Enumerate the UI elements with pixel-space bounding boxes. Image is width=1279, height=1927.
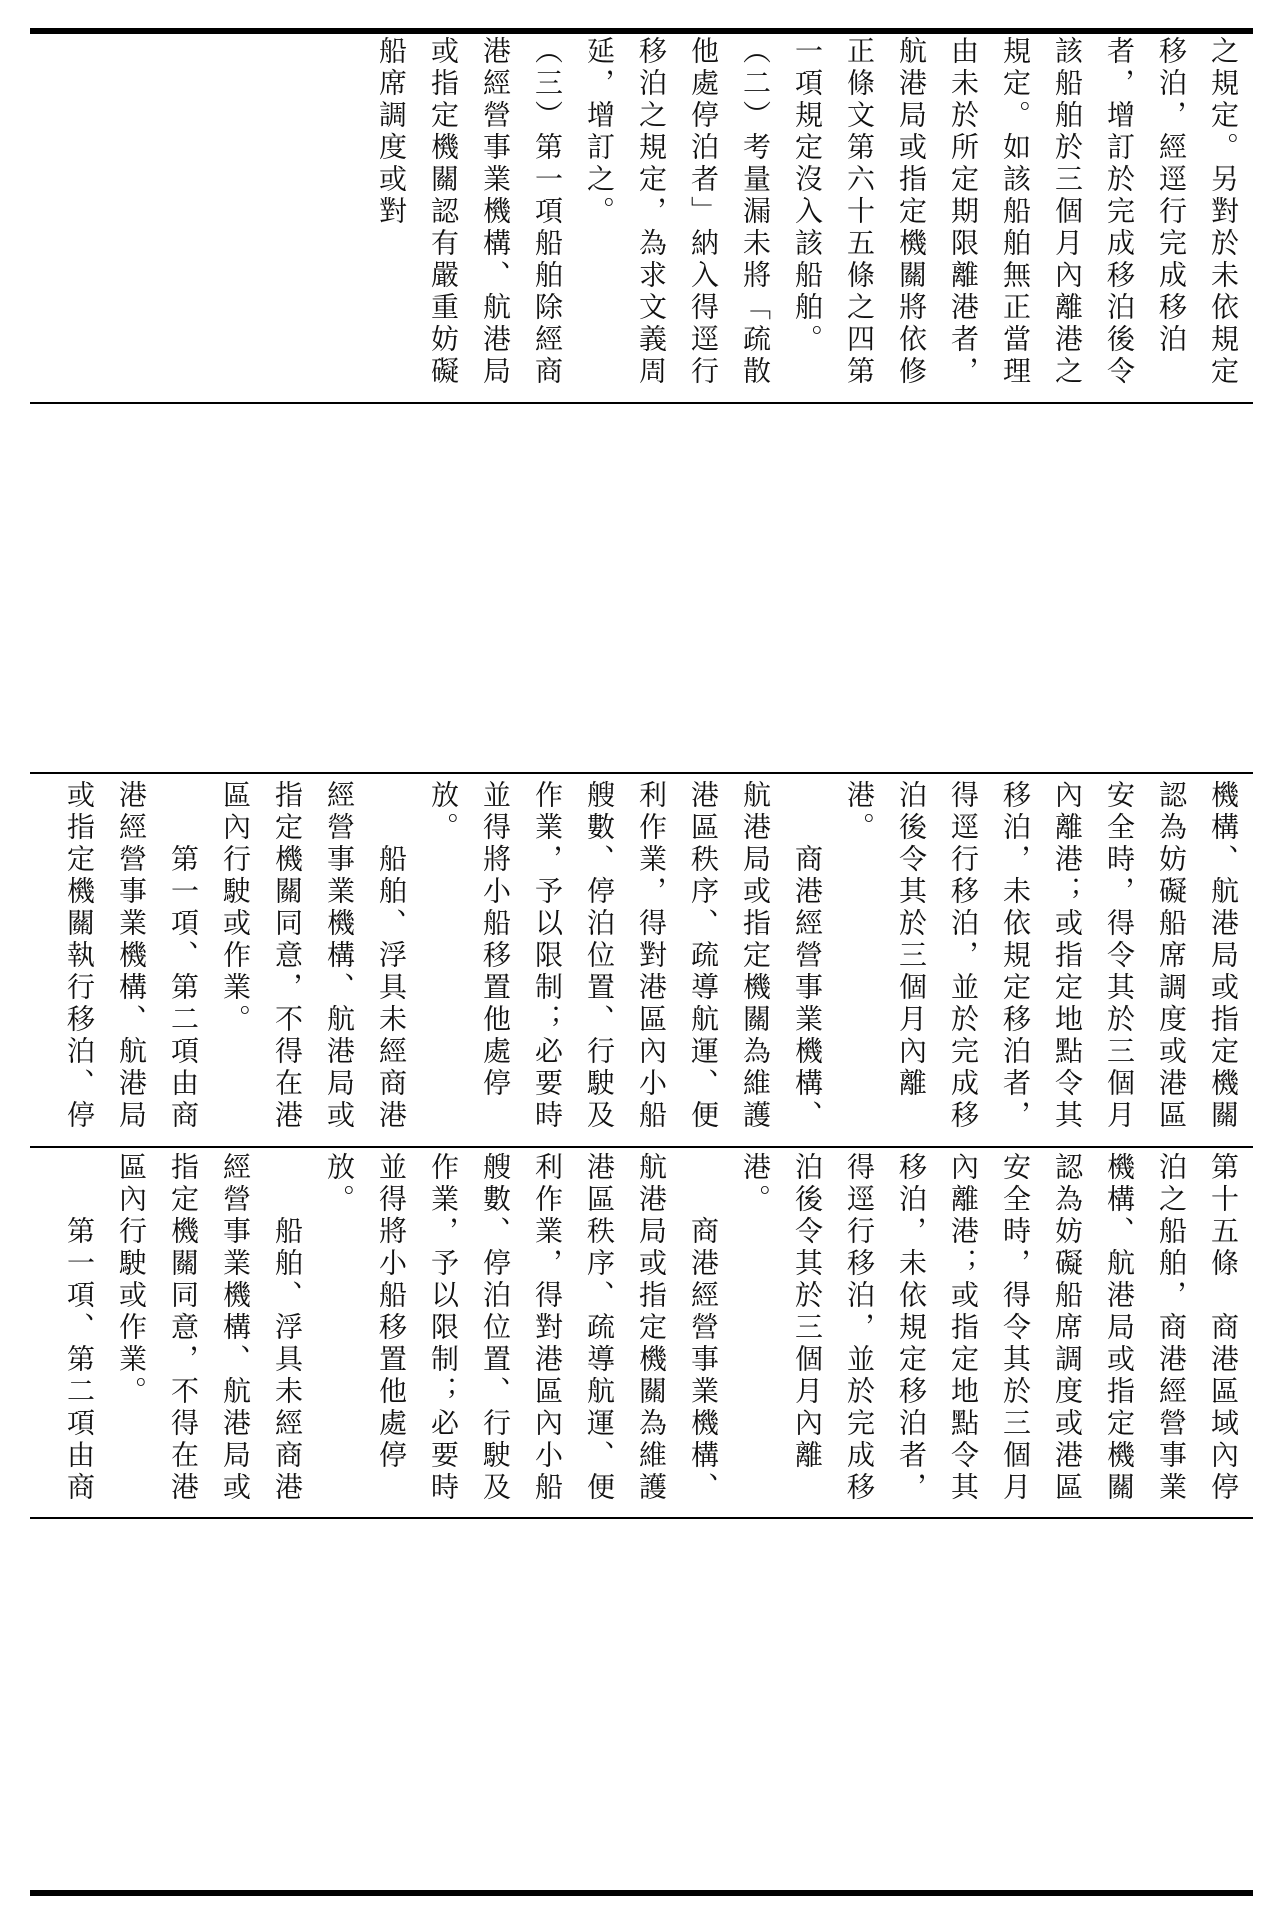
top-rule (30, 28, 1253, 34)
explanation-column: 之規定。另對於未依規定移泊，經逕行完成移泊者，增訂於完成移泊後令該船舶於三個月內離港之規定。如該船舶無正當理由未於所定期限離港者，航港局或指定機關將依修正條文第六十五條之四第一項規定沒入該船舶。 （二）考量漏未將「疏散他處停泊者」納入得逕行移泊之規定，為求文義周延，增訂之。 （三）第一項船舶除經商港經營事業機構、航港局或指定機關認有嚴重妨礙船席調度或對 (375, 36, 1240, 388)
bottom-rule (30, 1890, 1253, 1896)
divider-rule-2 (30, 772, 1253, 774)
divider-rule-1 (30, 402, 1253, 404)
proposed-text-column: 第十五條 商港區域內停泊之船舶，商港經營事業機構、航港局或指定機關認為妨礙船席調度或港區安全時，得令其於三個月內離港；或指定地點令其移泊，未依規定移泊者，得逕行移泊，並於完成移泊後令其於三個月內離港。 商港經營事業機構、航港局或指定機關為維護港區秩序、疏導航運、便利作業，得對港區內小船艘數、停泊位置、行駛及作業，予以限制；必要時並得將小船移置他處停放。 船舶、浮具未經商港經營事業機構、航港局或指定機關同意，不得在港區內行駛或作業。 第一項、第二項由商 (63, 1152, 1240, 1504)
current-text-column: 機構、航港局或指定機關認為妨礙船席調度或港區安全時，得令其於三個月內離港；或指定地點令其移泊，未依規定移泊者，得逕行移泊，並於完成移泊後令其於三個月內離港。 商港經營事業機構、航港局或指定機關為維護港區秩序、疏導航運、便利作業，得對港區內小船艘數、停泊位置、行駛及作業，予以限制；必要時並得將小船移置他處停放。 船舶、浮具未經商港經營事業機構、航港局或指定機關同意，不得在港區內行駛或作業。 第一項、第二項由商港經營事業機構、航港局或指定機關執行移泊、停 (63, 780, 1240, 1132)
divider-rule-3 (30, 1146, 1253, 1148)
divider-rule-4 (30, 1517, 1253, 1519)
